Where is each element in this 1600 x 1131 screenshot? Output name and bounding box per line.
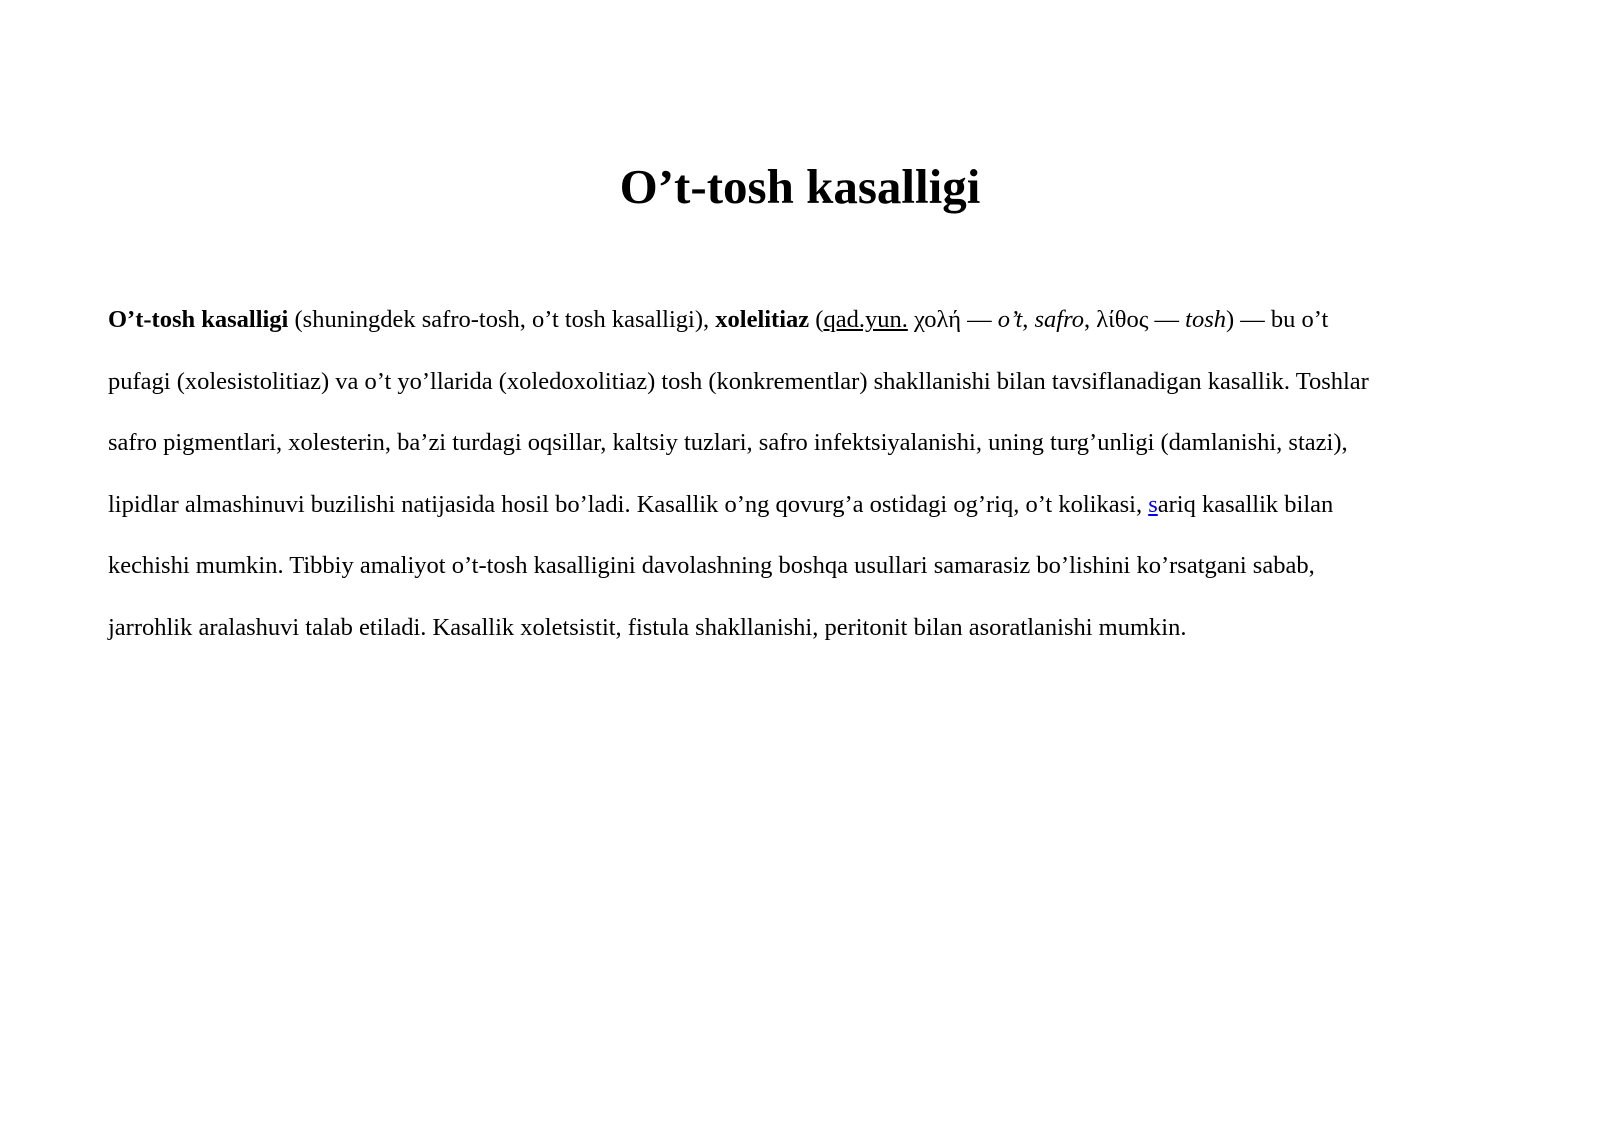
abbreviation-link[interactable]: qad.yun. xyxy=(823,306,908,333)
page-title: O’t-tosh kasalligi xyxy=(619,159,981,214)
term-bold: O’t-tosh kasalligi xyxy=(108,306,289,333)
article-paragraph xyxy=(108,289,1528,658)
text-span: ariq kasallik bilan xyxy=(1157,490,1334,518)
text-span: ) — bu o’t xyxy=(1226,306,1329,333)
paragraph-line-1 xyxy=(108,289,1528,351)
text-span: , λίθος — xyxy=(1083,306,1186,333)
paragraph-line-2: pufagi (xolesistolitiaz) va o’t yo’llarida (xoledoxolitiaz) tosh (konkrementlar) shakllanishi bilan tavsiflanadigan kasallik. Toshlar xyxy=(108,367,1369,395)
paragraph-line-3: safro pigmentlari, xolesterin, ba’zi turdagi oqsillar, kaltsiy tuzlari, safro infektsiyalanishi, uning turg’unligi (damlanishi, stazi), xyxy=(108,429,1348,456)
italic-gloss: o’t xyxy=(997,306,1023,333)
text-span: lipidlar almashinuvi buzilishi natijasida hosil bo’ladi. Kasallik o’ng qovurg’a ostidagi og’riq, o’t kolikasi, xyxy=(108,490,1149,518)
text-span: χολή — xyxy=(907,306,998,333)
paragraph-line-4 xyxy=(108,474,1528,536)
paragraph-line-5: kechishi mumkin. Tibbiy amaliyot o’t-tosh kasalligini davolashning boshqa usullari samarasiz bo’lishini ko’rsatgani sabab, xyxy=(108,552,1315,579)
text-span: ( xyxy=(809,306,824,333)
italic-gloss: tosh xyxy=(1185,306,1226,333)
sariq-link[interactable]: s xyxy=(1148,490,1158,518)
paragraph-line-6: jarrohlik aralashuvi talab etiladi. Kasallik xoletsistit, fistula shakllanishi, peritonit bilan asoratlanishi mumkin. xyxy=(108,613,1187,641)
italic-gloss: safro xyxy=(1034,306,1084,333)
text-span: (shuningdek safro-tosh, o’t tosh kasalligi), xyxy=(288,306,716,333)
text-span: , xyxy=(1022,306,1035,333)
term-bold-xolelitiaz: xolelitiaz xyxy=(715,306,810,333)
